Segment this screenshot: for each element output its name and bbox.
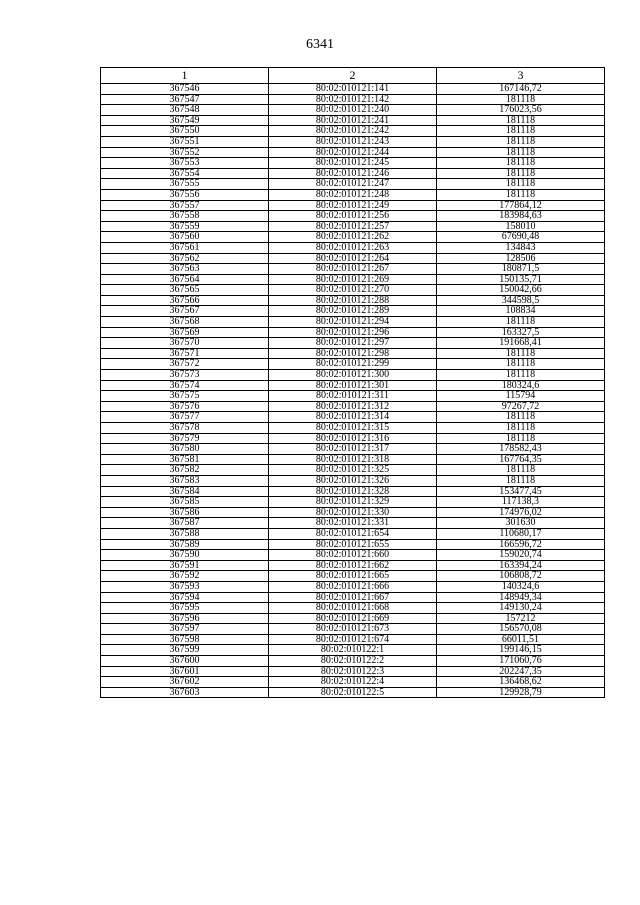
cell-number: 367546 [101, 84, 269, 95]
cell-number: 367573 [101, 370, 269, 381]
table-row [101, 433, 605, 444]
cell-cadastral-number: 80:02:010122:5 [269, 687, 437, 698]
table-row [101, 94, 605, 105]
cell-number: 367590 [101, 550, 269, 561]
cell-cadastral-number: 80:02:010121:249 [269, 200, 437, 211]
table-row [101, 454, 605, 465]
table-row [101, 391, 605, 402]
table-row [101, 147, 605, 158]
table-row [101, 168, 605, 179]
cell-number: 367578 [101, 423, 269, 434]
cell-cadastral-number: 80:02:010121:669 [269, 613, 437, 624]
cell-value: 115794 [437, 391, 605, 402]
cell-number: 367598 [101, 634, 269, 645]
cell-cadastral-number: 80:02:010121:331 [269, 518, 437, 529]
table-row [101, 677, 605, 688]
cell-cadastral-number: 80:02:010121:289 [269, 306, 437, 317]
cell-cadastral-number: 80:02:010121:269 [269, 274, 437, 285]
page-number: 6341 [306, 37, 334, 52]
cell-number: 367596 [101, 613, 269, 624]
table-row [101, 497, 605, 508]
cell-cadastral-number: 80:02:010121:301 [269, 380, 437, 391]
cell-value: 140324,6 [437, 581, 605, 592]
cell-value: 128506 [437, 253, 605, 264]
cell-value: 178582,43 [437, 444, 605, 455]
cell-cadastral-number: 80:02:010121:246 [269, 168, 437, 179]
cell-cadastral-number: 80:02:010121:297 [269, 338, 437, 349]
cell-cadastral-number: 80:02:010121:294 [269, 317, 437, 328]
table-row [101, 84, 605, 95]
cell-cadastral-number: 80:02:010121:667 [269, 592, 437, 603]
cell-number: 367559 [101, 221, 269, 232]
table-row [101, 295, 605, 306]
header-row [101, 68, 605, 84]
cell-value: 181118 [437, 348, 605, 359]
table-row [101, 338, 605, 349]
cell-number: 367582 [101, 465, 269, 476]
cell-value: 181118 [437, 475, 605, 486]
table-row [101, 370, 605, 381]
cell-cadastral-number: 80:02:010121:300 [269, 370, 437, 381]
table-row [101, 412, 605, 423]
cell-value: 149130,24 [437, 603, 605, 614]
cell-cadastral-number: 80:02:010121:262 [269, 232, 437, 243]
cell-value: 166596,72 [437, 539, 605, 550]
table-header [101, 68, 605, 84]
cell-value: 177864,12 [437, 200, 605, 211]
cell-cadastral-number: 80:02:010121:316 [269, 433, 437, 444]
cell-cadastral-number: 80:02:010121:328 [269, 486, 437, 497]
table-row [101, 475, 605, 486]
table-row [101, 285, 605, 296]
cell-cadastral-number: 80:02:010121:673 [269, 624, 437, 635]
cell-value: 97267,72 [437, 401, 605, 412]
cell-value: 150135,71 [437, 274, 605, 285]
cell-number: 367583 [101, 475, 269, 486]
cell-number: 367593 [101, 581, 269, 592]
cell-number: 367566 [101, 295, 269, 306]
cell-number: 367585 [101, 497, 269, 508]
cell-cadastral-number: 80:02:010121:312 [269, 401, 437, 412]
cell-value: 67690,48 [437, 232, 605, 243]
cell-number: 367600 [101, 656, 269, 667]
table-row [101, 264, 605, 275]
cell-value: 301630 [437, 518, 605, 529]
cell-cadastral-number: 80:02:010121:330 [269, 507, 437, 518]
table-row [101, 232, 605, 243]
cell-value: 181118 [437, 136, 605, 147]
table-row [101, 518, 605, 529]
cell-cadastral-number: 80:02:010122:1 [269, 645, 437, 656]
cell-value: 181118 [437, 423, 605, 434]
cell-value: 136468,62 [437, 677, 605, 688]
cell-number: 367563 [101, 264, 269, 275]
cell-number: 367586 [101, 507, 269, 518]
cell-number: 367550 [101, 126, 269, 137]
cell-number: 367602 [101, 677, 269, 688]
table-row [101, 359, 605, 370]
cell-number: 367551 [101, 136, 269, 147]
table-row [101, 348, 605, 359]
cell-value: 158010 [437, 221, 605, 232]
table-row [101, 423, 605, 434]
table-row [101, 211, 605, 222]
cell-number: 367569 [101, 327, 269, 338]
table-row [101, 687, 605, 698]
cell-value: 181118 [437, 94, 605, 105]
cell-value: 66011,51 [437, 634, 605, 645]
cell-number: 367580 [101, 444, 269, 455]
cell-value: 181118 [437, 147, 605, 158]
cell-value: 163327,5 [437, 327, 605, 338]
cell-value: 181118 [437, 115, 605, 126]
table-row [101, 645, 605, 656]
cell-cadastral-number: 80:02:010121:288 [269, 295, 437, 306]
cell-number: 367575 [101, 391, 269, 402]
cell-cadastral-number: 80:02:010121:317 [269, 444, 437, 455]
cell-number: 367571 [101, 348, 269, 359]
cell-value: 157212 [437, 613, 605, 624]
cell-value: 176023,56 [437, 105, 605, 116]
cell-number: 367556 [101, 189, 269, 200]
cell-number: 367594 [101, 592, 269, 603]
table-row [101, 465, 605, 476]
cell-number: 367565 [101, 285, 269, 296]
cell-cadastral-number: 80:02:010121:142 [269, 94, 437, 105]
table-row [101, 401, 605, 412]
table-row [101, 158, 605, 169]
cell-number: 367597 [101, 624, 269, 635]
cell-value: 153477,45 [437, 486, 605, 497]
cell-cadastral-number: 80:02:010121:296 [269, 327, 437, 338]
cell-value: 199146,15 [437, 645, 605, 656]
cell-value: 181118 [437, 412, 605, 423]
cell-number: 367576 [101, 401, 269, 412]
cell-value: 181118 [437, 168, 605, 179]
cell-number: 367570 [101, 338, 269, 349]
cell-value: 181118 [437, 370, 605, 381]
cell-cadastral-number: 80:02:010121:655 [269, 539, 437, 550]
cell-value: 108834 [437, 306, 605, 317]
cell-cadastral-number: 80:02:010121:299 [269, 359, 437, 370]
cell-number: 367592 [101, 571, 269, 582]
cell-number: 367555 [101, 179, 269, 190]
cell-cadastral-number: 80:02:010121:674 [269, 634, 437, 645]
table-row [101, 200, 605, 211]
table-row [101, 528, 605, 539]
cell-value: 167146,72 [437, 84, 605, 95]
cell-value: 181118 [437, 158, 605, 169]
cell-number: 367588 [101, 528, 269, 539]
cell-number: 367589 [101, 539, 269, 550]
cell-value: 344598,5 [437, 295, 605, 306]
cell-cadastral-number: 80:02:010121:329 [269, 497, 437, 508]
cell-value: 159020,74 [437, 550, 605, 561]
table-body [101, 84, 605, 698]
cell-value: 181118 [437, 317, 605, 328]
table-row [101, 317, 605, 328]
cell-number: 367603 [101, 687, 269, 698]
table-row [101, 242, 605, 253]
cell-number: 367553 [101, 158, 269, 169]
cell-number: 367584 [101, 486, 269, 497]
table-row [101, 274, 605, 285]
table-row [101, 634, 605, 645]
cell-value: 191668,41 [437, 338, 605, 349]
cell-value: 202247,35 [437, 666, 605, 677]
table-row [101, 253, 605, 264]
cell-value: 183984,63 [437, 211, 605, 222]
table-row [101, 592, 605, 603]
cell-value: 174976,02 [437, 507, 605, 518]
cell-cadastral-number: 80:02:010121:141 [269, 84, 437, 95]
cell-cadastral-number: 80:02:010121:318 [269, 454, 437, 465]
cell-number: 367599 [101, 645, 269, 656]
cell-cadastral-number: 80:02:010121:298 [269, 348, 437, 359]
cell-number: 367552 [101, 147, 269, 158]
cell-cadastral-number: 80:02:010121:662 [269, 560, 437, 571]
table-row [101, 306, 605, 317]
cell-number: 367554 [101, 168, 269, 179]
cell-number: 367547 [101, 94, 269, 105]
cell-cadastral-number: 80:02:010121:270 [269, 285, 437, 296]
data-table [100, 67, 605, 698]
table-row [101, 380, 605, 391]
cell-number: 367591 [101, 560, 269, 571]
cell-number: 367558 [101, 211, 269, 222]
cell-cadastral-number: 80:02:010122:3 [269, 666, 437, 677]
cell-number: 367601 [101, 666, 269, 677]
cell-cadastral-number: 80:02:010122:2 [269, 656, 437, 667]
table-row [101, 507, 605, 518]
table-row [101, 560, 605, 571]
cell-value: 110680,17 [437, 528, 605, 539]
cell-value: 117138,3 [437, 497, 605, 508]
cell-number: 367577 [101, 412, 269, 423]
cell-value: 167764,35 [437, 454, 605, 465]
table-row [101, 603, 605, 614]
cell-value: 134843 [437, 242, 605, 253]
cell-cadastral-number: 80:02:010121:668 [269, 603, 437, 614]
cell-number: 367562 [101, 253, 269, 264]
cell-value: 181118 [437, 465, 605, 476]
cell-cadastral-number: 80:02:010121:267 [269, 264, 437, 275]
cell-value: 171060,76 [437, 656, 605, 667]
cell-value: 148949,34 [437, 592, 605, 603]
cell-number: 367560 [101, 232, 269, 243]
cell-cadastral-number: 80:02:010121:244 [269, 147, 437, 158]
cell-cadastral-number: 80:02:010121:240 [269, 105, 437, 116]
cell-cadastral-number: 80:02:010121:245 [269, 158, 437, 169]
cell-cadastral-number: 80:02:010121:257 [269, 221, 437, 232]
cell-cadastral-number: 80:02:010122:4 [269, 677, 437, 688]
cell-number: 367549 [101, 115, 269, 126]
cell-cadastral-number: 80:02:010121:654 [269, 528, 437, 539]
cell-number: 367581 [101, 454, 269, 465]
column-header-3: 3 [437, 68, 605, 84]
cell-cadastral-number: 80:02:010121:248 [269, 189, 437, 200]
cell-cadastral-number: 80:02:010121:264 [269, 253, 437, 264]
cell-cadastral-number: 80:02:010121:311 [269, 391, 437, 402]
cell-cadastral-number: 80:02:010121:247 [269, 179, 437, 190]
cell-value: 181118 [437, 433, 605, 444]
cell-cadastral-number: 80:02:010121:315 [269, 423, 437, 434]
table-row [101, 179, 605, 190]
table-row [101, 105, 605, 116]
table-row [101, 486, 605, 497]
cell-value: 180324,6 [437, 380, 605, 391]
cell-value: 181118 [437, 189, 605, 200]
table-row [101, 550, 605, 561]
cell-cadastral-number: 80:02:010121:314 [269, 412, 437, 423]
cell-number: 367567 [101, 306, 269, 317]
table-row [101, 656, 605, 667]
cell-number: 367595 [101, 603, 269, 614]
cell-number: 367561 [101, 242, 269, 253]
table-row [101, 136, 605, 147]
table-row [101, 539, 605, 550]
column-header-1: 1 [101, 68, 269, 84]
table-row [101, 189, 605, 200]
cell-cadastral-number: 80:02:010121:263 [269, 242, 437, 253]
table-row [101, 624, 605, 635]
cell-number: 367568 [101, 317, 269, 328]
table-row [101, 444, 605, 455]
cell-number: 367557 [101, 200, 269, 211]
column-header-2: 2 [269, 68, 437, 84]
cell-value: 181118 [437, 359, 605, 370]
cell-cadastral-number: 80:02:010121:326 [269, 475, 437, 486]
cell-number: 367564 [101, 274, 269, 285]
table-row [101, 126, 605, 137]
table-row [101, 571, 605, 582]
cell-cadastral-number: 80:02:010121:243 [269, 136, 437, 147]
cell-value: 181118 [437, 126, 605, 137]
table-row [101, 115, 605, 126]
cell-cadastral-number: 80:02:010121:256 [269, 211, 437, 222]
cell-cadastral-number: 80:02:010121:242 [269, 126, 437, 137]
cell-cadastral-number: 80:02:010121:241 [269, 115, 437, 126]
cell-cadastral-number: 80:02:010121:660 [269, 550, 437, 561]
cell-cadastral-number: 80:02:010121:325 [269, 465, 437, 476]
cell-value: 181118 [437, 179, 605, 190]
table-row [101, 221, 605, 232]
cell-cadastral-number: 80:02:010121:665 [269, 571, 437, 582]
table-row [101, 327, 605, 338]
cell-number: 367587 [101, 518, 269, 529]
cell-value: 106808,72 [437, 571, 605, 582]
cell-number: 367574 [101, 380, 269, 391]
cell-value: 129928,79 [437, 687, 605, 698]
table-row [101, 613, 605, 624]
table-row [101, 581, 605, 592]
cell-value: 180871,5 [437, 264, 605, 275]
cell-cadastral-number: 80:02:010121:666 [269, 581, 437, 592]
cell-value: 150042,66 [437, 285, 605, 296]
table-row [101, 666, 605, 677]
cell-number: 367572 [101, 359, 269, 370]
cell-value: 163394,24 [437, 560, 605, 571]
cell-number: 367548 [101, 105, 269, 116]
cell-number: 367579 [101, 433, 269, 444]
cell-value: 156570,08 [437, 624, 605, 635]
